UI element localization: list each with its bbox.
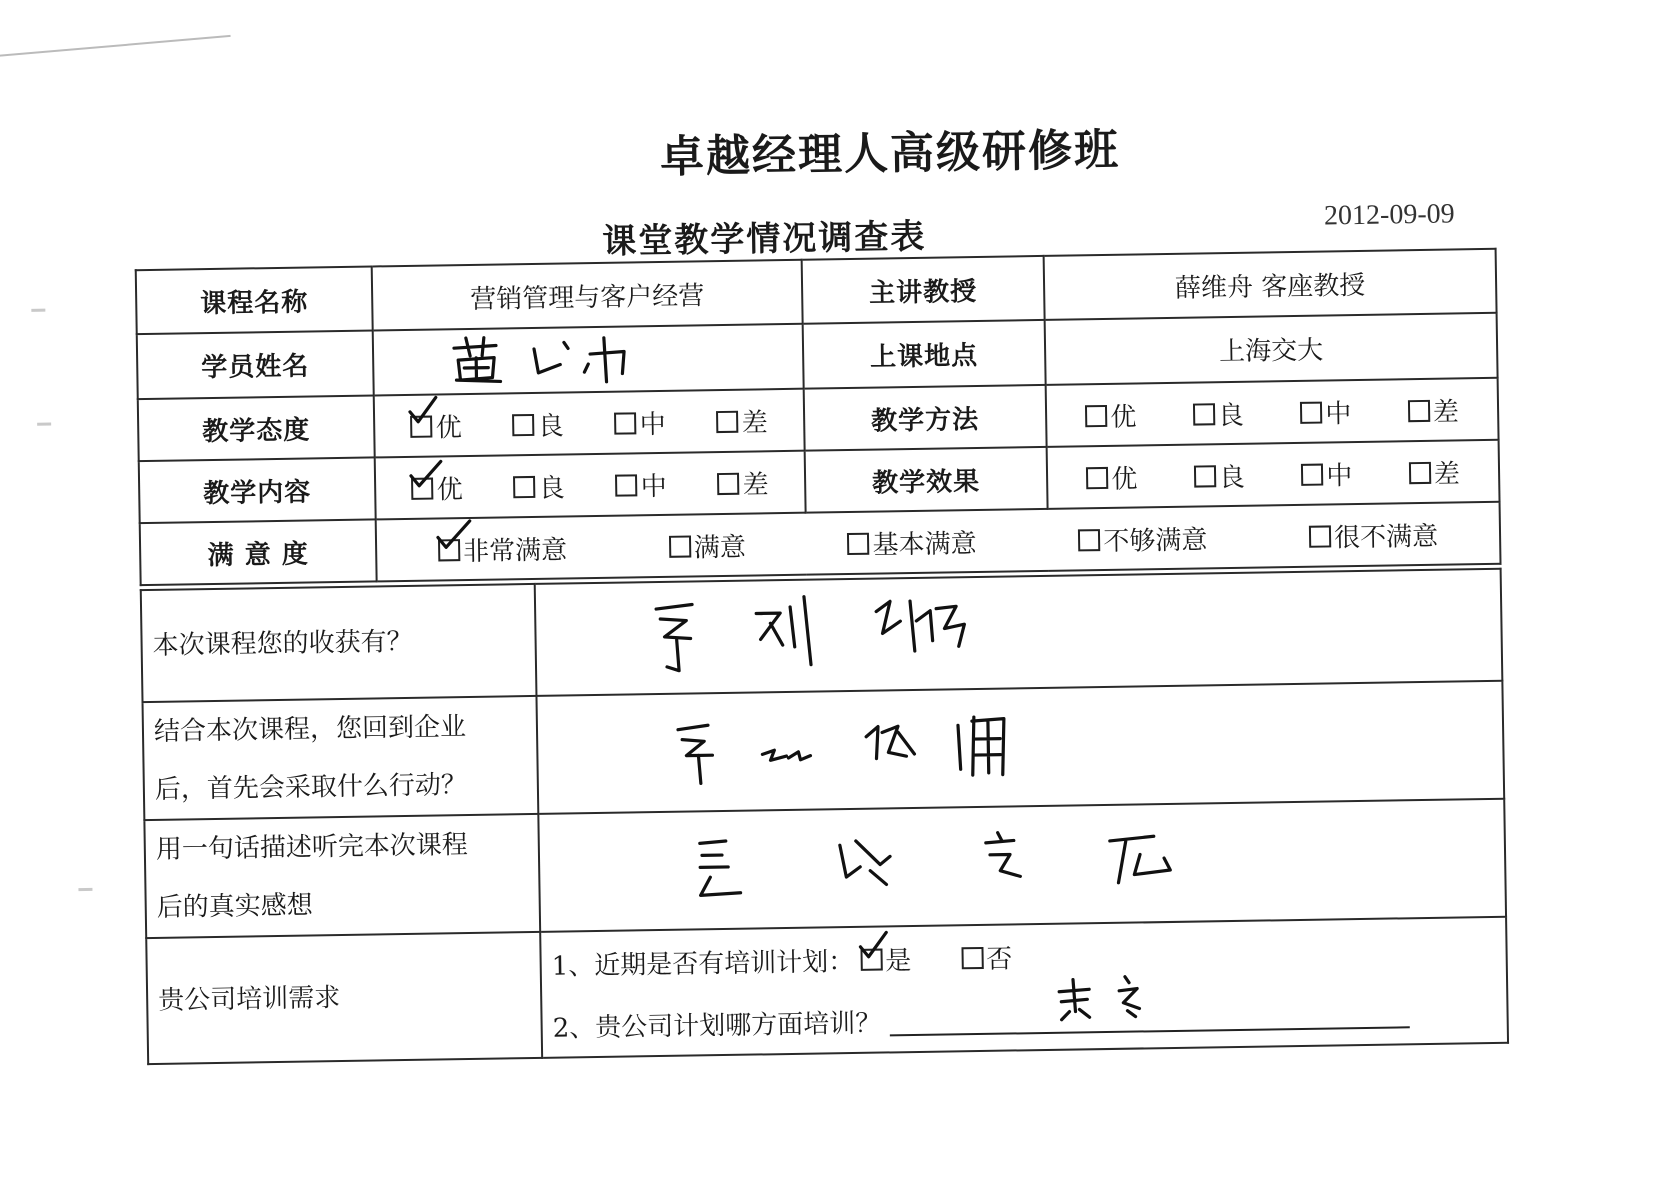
- handwritten-student-name: [384, 327, 645, 387]
- rating-teaching-attitude: [374, 389, 805, 458]
- checkbox-box: [860, 949, 882, 971]
- checkbox-box: [1408, 400, 1430, 422]
- checkbox-box: [411, 416, 433, 438]
- checkbox-satisfied[interactable]: 满意: [669, 526, 747, 564]
- label-course-name: 课程名称: [136, 266, 373, 334]
- checkbox-content-fair[interactable]: 中: [615, 465, 667, 503]
- checkbox-plan-no[interactable]: 否: [961, 938, 1013, 976]
- checkbox-attitude-excellent[interactable]: 优: [410, 407, 462, 445]
- checkbox-plan-yes[interactable]: 是: [860, 940, 912, 978]
- scan-edge-line: [0, 35, 231, 57]
- question-feeling: 用一句话描述听完本次课程 后的真实感想: [144, 814, 540, 938]
- checkbox-box: [717, 473, 739, 495]
- answer-feeling[interactable]: [538, 799, 1506, 932]
- checkbox-attitude-poor[interactable]: 差: [716, 402, 768, 440]
- checkbox-method-fair[interactable]: 中: [1300, 393, 1352, 431]
- label-teaching-attitude: 教学态度: [138, 395, 375, 461]
- checkbox-content-poor[interactable]: 差: [717, 464, 769, 502]
- rating-teaching-content: [375, 451, 806, 520]
- checkbox-content-excellent[interactable]: 优: [411, 469, 463, 507]
- checkbox-box: [961, 947, 983, 969]
- checkbox-box: [1301, 464, 1323, 486]
- checkbox-method-good[interactable]: 良: [1193, 394, 1245, 432]
- checkbox-box: [1078, 529, 1100, 551]
- answer-gain[interactable]: [535, 569, 1503, 696]
- row-action: [143, 681, 1505, 820]
- checkbox-box: [669, 535, 691, 557]
- needs-question-1: 1、近期是否有培训计划： 是 否: [551, 918, 1496, 995]
- label-teaching-effect: 教学效果: [805, 447, 1048, 513]
- scan-mark: [37, 423, 51, 426]
- checkbox-effect-fair[interactable]: 中: [1301, 455, 1353, 493]
- label-student-name: 学员姓名: [137, 330, 374, 399]
- checkbox-effect-excellent[interactable]: 优: [1086, 458, 1138, 496]
- value-course-name[interactable]: 营销管理与客户经营: [372, 260, 803, 331]
- checkbox-box: [847, 533, 869, 555]
- value-lecturer[interactable]: 薛维舟 客座教授: [1044, 249, 1497, 320]
- handwritten-answer-action: [548, 693, 1070, 801]
- row-feeling: [144, 799, 1506, 938]
- checkbox-box: [717, 411, 739, 433]
- checkbox-box: [615, 412, 637, 434]
- checkbox-attitude-fair[interactable]: 中: [614, 403, 666, 441]
- label-location: 上课地点: [803, 320, 1046, 389]
- checkbox-box: [412, 478, 434, 500]
- form-title: 课堂教学情况调查表: [602, 216, 927, 262]
- checkbox-box: [438, 539, 460, 561]
- needs-question-2: 2、贵公司计划哪方面培训？: [552, 980, 1497, 1057]
- checkbox-box: [1193, 403, 1215, 425]
- checkbox-box: [615, 474, 637, 496]
- checkbox-attitude-good[interactable]: 良: [512, 405, 564, 443]
- label-lecturer: 主讲教授: [802, 256, 1045, 324]
- label-training-needs: 贵公司培训需求: [146, 932, 542, 1064]
- checkbox-box: [1409, 462, 1431, 484]
- survey-table: [135, 248, 1502, 586]
- checkbox-content-good[interactable]: 良: [513, 467, 565, 505]
- checkbox-basically-satisfied[interactable]: 基本满意: [847, 523, 977, 562]
- training-needs-answers: [540, 917, 1508, 1058]
- scan-mark: [78, 888, 92, 891]
- handwritten-answer-feeling: [549, 809, 1210, 919]
- checkbox-box: [1309, 525, 1331, 547]
- value-student-name[interactable]: [373, 324, 804, 396]
- question-gain: 本次课程您的收获有？: [141, 584, 537, 702]
- value-location[interactable]: 上海交大: [1045, 313, 1498, 385]
- handwritten-answer-gain: [546, 578, 1068, 686]
- question-action: 结合本次课程，您回到企业 后，首先会采取什么行动？: [143, 696, 539, 820]
- label-teaching-content: 教学内容: [139, 457, 376, 523]
- checkbox-box: [513, 414, 535, 436]
- checkbox-not-satisfied[interactable]: 不够满意: [1078, 519, 1208, 558]
- checkbox-method-poor[interactable]: 差: [1408, 391, 1460, 429]
- row-needs: [146, 917, 1508, 1064]
- checkbox-box: [1194, 465, 1216, 487]
- checkbox-method-excellent[interactable]: 优: [1085, 396, 1137, 434]
- main-title: 卓越经理人高级研修班: [659, 124, 1121, 183]
- checkbox-box: [513, 476, 535, 498]
- rating-teaching-method: [1046, 378, 1499, 447]
- scan-mark: [31, 309, 45, 312]
- checkbox-box: [1086, 467, 1108, 489]
- questions-table: [140, 568, 1509, 1065]
- answer-training-area[interactable]: [889, 996, 1409, 1036]
- checkbox-box: [1300, 402, 1322, 424]
- answer-action[interactable]: [536, 681, 1504, 814]
- row-gain: [141, 569, 1503, 702]
- checkbox-effect-good[interactable]: 良: [1194, 456, 1246, 494]
- checkbox-very-satisfied[interactable]: 非常满意: [438, 529, 568, 568]
- handwritten-answer-training-area: [1038, 969, 1239, 1022]
- checkbox-effect-poor[interactable]: 差: [1409, 453, 1461, 491]
- checkbox-very-dissatisfied[interactable]: 很不满意: [1309, 515, 1439, 554]
- checkbox-box: [1085, 405, 1107, 427]
- rating-teaching-effect: [1047, 440, 1500, 509]
- label-satisfaction: 满 意 度: [140, 519, 377, 585]
- form-date: 2012-09-09: [1323, 198, 1455, 232]
- label-teaching-method: 教学方法: [804, 385, 1047, 451]
